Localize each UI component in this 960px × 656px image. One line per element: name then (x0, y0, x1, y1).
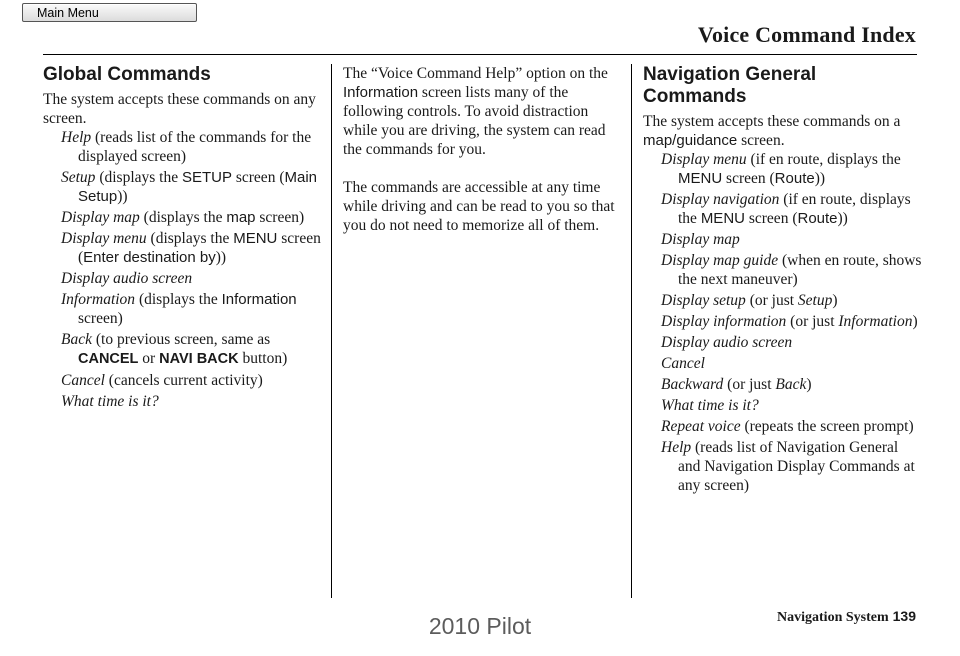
global-commands-column (43, 64, 325, 411)
command-name: Help (661, 439, 692, 456)
accessibility-paragraph: The commands are accessible at any time while driving and can be read to you so that you do not need to memorize all of them. (343, 179, 615, 234)
command-name: Backward (661, 376, 724, 393)
global-command-display-map (43, 208, 325, 227)
information-keyword: Information (343, 84, 419, 101)
nav-command-display-menu (643, 150, 923, 188)
command-description: (if en route, displays the (746, 151, 901, 168)
nav-command-display-setup (643, 291, 923, 310)
command-name: Display navigation (661, 191, 780, 208)
command-description: (if en route, displays the (678, 191, 911, 227)
column-divider-left (331, 64, 332, 598)
global-intro: The system accepts these commands on any screen. (43, 91, 316, 127)
main-setup-keyword: Main Setup (78, 169, 317, 205)
command-description: (to previous screen, same as (91, 331, 271, 348)
command-alias: Setup (797, 292, 833, 309)
command-description: (reads list of the commands for the displayed screen) (78, 129, 312, 165)
global-command-help (43, 128, 325, 166)
nav-command-cancel (643, 354, 923, 373)
command-description: )) (117, 188, 128, 205)
global-command-information (43, 290, 325, 328)
command-name: Setup (61, 169, 96, 186)
command-description: (cancels current activity) (104, 372, 263, 389)
command-name: Cancel (61, 372, 105, 389)
page-number: 139 (892, 608, 916, 624)
command-alias: Information (838, 313, 913, 330)
command-description: button) (238, 350, 288, 367)
map-keyword: map (226, 209, 256, 226)
page-title: Voice Command Index (697, 22, 916, 47)
nav-command-display-map-guide (643, 251, 923, 289)
command-name: What time is it? (61, 393, 159, 410)
command-name: Cancel (661, 355, 705, 372)
command-name: What time is it? (661, 397, 759, 414)
global-command-back (43, 330, 325, 369)
command-description: (displays the (135, 291, 222, 308)
global-command-time (43, 392, 325, 411)
command-description: (or just (723, 376, 776, 393)
command-name: Display map guide (661, 252, 779, 269)
menu-keyword: MENU (233, 230, 278, 247)
command-description: )) (215, 249, 227, 266)
title-divider (43, 54, 917, 55)
help-paragraph (343, 64, 618, 159)
route-keyword: Route (797, 210, 838, 227)
command-name: Display menu (61, 230, 147, 247)
navigation-intro (643, 112, 923, 150)
command-description: ) (806, 376, 812, 393)
help-text: screen lists many of the following controls. To avoid distraction while you are driving, the system can read the commands for you. (343, 84, 606, 158)
nav-command-time (643, 396, 923, 415)
global-command-display-audio (43, 269, 325, 288)
command-name: Display information (661, 313, 787, 330)
menu-keyword: MENU (700, 210, 745, 227)
command-description: or (138, 350, 160, 367)
navi-back-keyword: NAVI BACK (159, 351, 239, 367)
command-description: )) (837, 210, 848, 227)
command-description: ) (912, 313, 918, 330)
command-description: (displays the (95, 169, 182, 186)
command-description: (repeats the screen prompt) (740, 418, 914, 435)
command-name: Display map (661, 231, 740, 248)
command-description: (or just (745, 292, 798, 309)
route-keyword: Route (774, 170, 815, 187)
command-name: Display setup (661, 292, 746, 309)
nav-command-backward (643, 375, 923, 394)
information-keyword: Information (221, 291, 297, 308)
menu-keyword: MENU (678, 170, 723, 187)
global-command-setup (43, 168, 325, 206)
column-divider-right (631, 64, 632, 598)
navigation-commands-column (643, 64, 923, 495)
nav-command-display-map (643, 230, 923, 249)
nav-command-repeat-voice (643, 417, 923, 436)
command-description: ) (832, 292, 838, 309)
command-name: Help (61, 129, 92, 146)
command-description: screen ( (231, 169, 285, 186)
intro-text: The system accepts these commands on a (643, 113, 901, 130)
command-description: )) (814, 170, 826, 187)
enter-destination-keyword: Enter destination by (83, 249, 216, 266)
command-name: Back (61, 331, 92, 348)
map-guidance-keyword: map/guidance (643, 132, 738, 149)
global-command-cancel (43, 371, 325, 390)
global-command-display-menu (43, 229, 325, 267)
setup-keyword: SETUP (181, 169, 232, 186)
nav-command-display-audio (643, 333, 923, 352)
nav-command-help (643, 438, 923, 495)
nav-command-display-navigation (643, 190, 923, 228)
watermark-text: 2010 Pilot (428, 613, 532, 639)
command-description: screen ( (722, 170, 775, 187)
help-info-column (343, 64, 618, 235)
command-alias: Back (775, 376, 807, 393)
navigation-commands-heading: Navigation General Commands (643, 64, 817, 107)
command-description: screen) (78, 310, 123, 327)
command-description: screen ( (78, 230, 321, 266)
command-name: Display map (61, 209, 140, 226)
main-menu-button[interactable]: Main Menu (22, 3, 197, 22)
command-description: screen) (255, 209, 305, 226)
command-name: Information (61, 291, 136, 308)
global-commands-heading: Global Commands (43, 64, 211, 85)
command-name: Display audio screen (661, 334, 793, 351)
footer-section-label: Navigation System (777, 610, 889, 625)
intro-text: screen. (737, 132, 785, 149)
command-description: (or just (786, 313, 839, 330)
command-description: (displays the (146, 230, 234, 247)
command-description: screen ( (744, 210, 798, 227)
command-name: Display audio screen (61, 270, 193, 287)
nav-command-display-information (643, 312, 923, 331)
command-description: (when en route, shows the next maneuver) (678, 252, 922, 288)
command-name: Display menu (661, 151, 747, 168)
help-text: The “Voice Command Help” option on the (343, 65, 608, 82)
command-description: (reads list of Navigation General and Navigation Display Commands at any screen) (678, 439, 915, 494)
cancel-keyword: CANCEL (78, 351, 139, 367)
command-description: (displays the (139, 209, 227, 226)
command-name: Repeat voice (661, 418, 741, 435)
